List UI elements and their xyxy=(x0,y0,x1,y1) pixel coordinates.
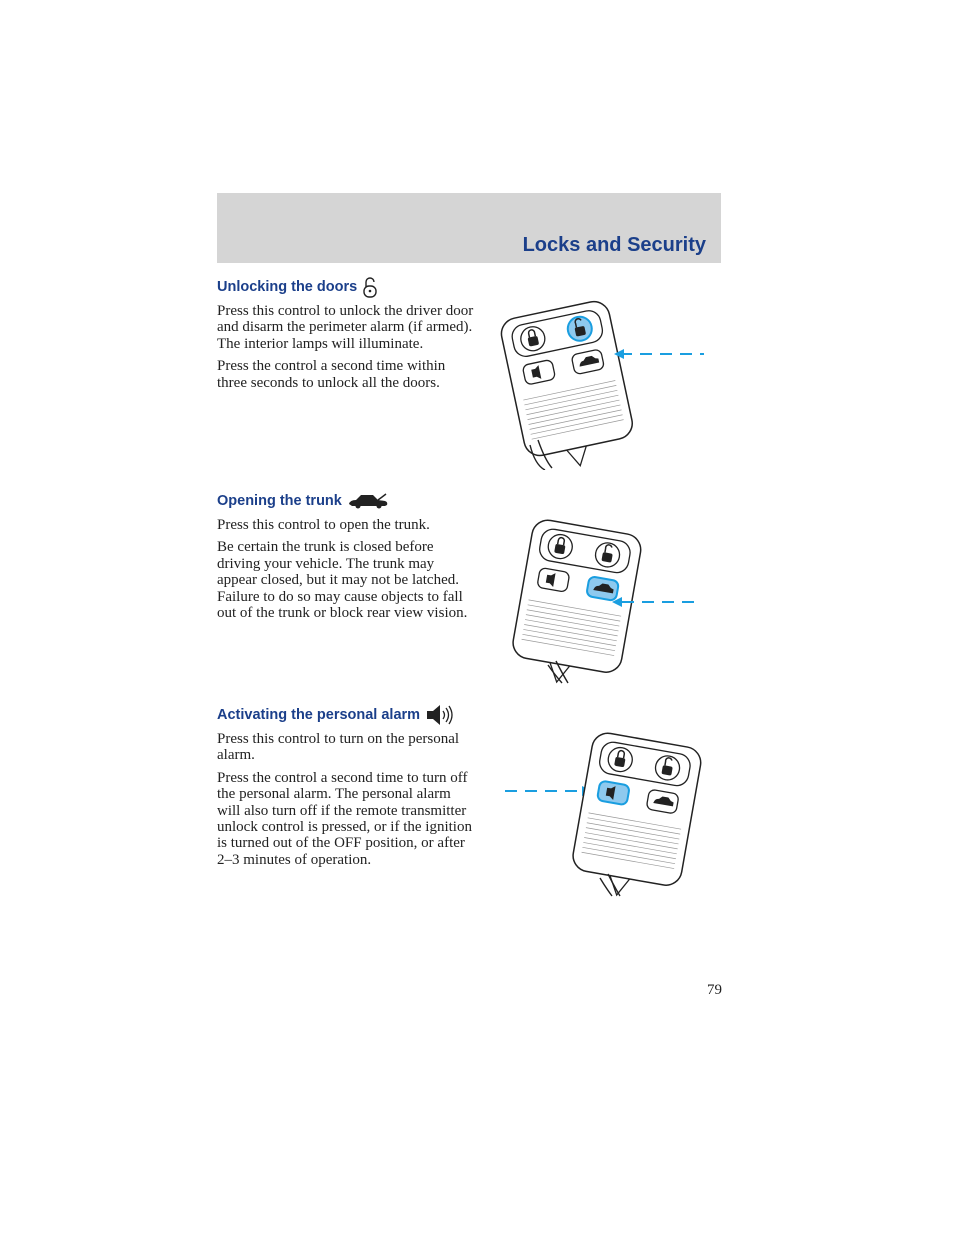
remote-fob-illustration-alarm xyxy=(500,728,710,898)
section-title-text: Unlocking the doors xyxy=(217,279,358,295)
section-title-alarm xyxy=(217,704,477,726)
paragraph: Press this control to turn on the personal alarm. xyxy=(217,731,460,764)
remote-fob-illustration-unlock xyxy=(490,300,710,470)
section-title-text: Activating the personal alarm xyxy=(217,707,421,723)
section-title-trunk xyxy=(217,490,477,512)
section-unlocking-doors xyxy=(217,276,477,397)
paragraph: Press this control to open the trunk. xyxy=(217,517,430,533)
paragraph: Press the control a second time to turn off the personal alarm. The personal alarm will also turn off if the remote transmitter unlock control is pressed, or if the ignition is turned out of the OFF position, or after 2–3 minutes of operation. xyxy=(217,769,472,868)
remote-fob-illustration-trunk xyxy=(500,515,700,685)
header-band xyxy=(217,193,721,263)
trunk-icon xyxy=(347,491,389,511)
unlock-icon xyxy=(362,276,378,298)
speaker-icon xyxy=(425,704,455,726)
paragraph: Press this control to unlock the driver door and disarm the perimeter alarm (if armed). The interior lamps will illuminate. xyxy=(217,303,474,352)
paragraph: Press the control a second time within three seconds to unlock all the doors. xyxy=(217,358,446,391)
section-opening-trunk xyxy=(217,490,477,627)
page-title: Locks and Security xyxy=(522,234,706,256)
section-title-unlocking xyxy=(217,276,477,298)
section-title-text: Opening the trunk xyxy=(217,493,342,509)
page-number: 79 xyxy=(707,982,722,998)
section-personal-alarm xyxy=(217,704,477,874)
paragraph: Be certain the trunk is closed before driving your vehicle. The trunk may appear closed, but it may not be latched. Failure to do so may cause objects to fall out of the trunk or block rear view vision. xyxy=(217,539,468,622)
